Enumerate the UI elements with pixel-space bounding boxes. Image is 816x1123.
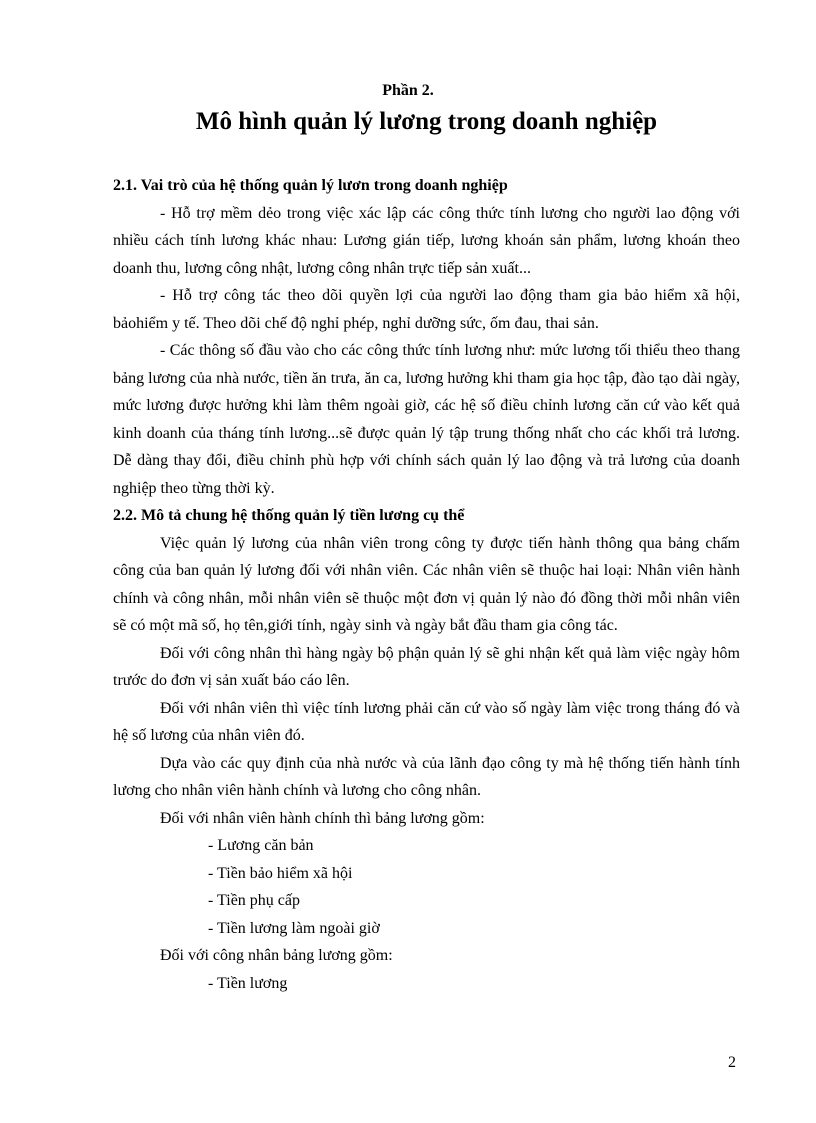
admin-salary-list xyxy=(113,832,740,942)
worker-salary-intro: Đối với công nhân bảng lương gồm: xyxy=(160,947,393,964)
paragraph: - Hỗ trợ công tác theo dõi quyền lợi của người lao động tham gia bảo hiểm xã hội, bảohiểm y tế. Theo dõi chế độ nghỉ phép, nghỉ dưỡng sức, ốm đau, thai sản. xyxy=(113,287,740,332)
admin-salary-intro: Đối với nhân viên hành chính thì bảng lương gồm: xyxy=(160,809,485,827)
list-item: - Tiền lương xyxy=(208,974,288,992)
paragraph: - Hỗ trợ mềm dẻo trong việc xác lập các công thức tính lương cho người lao động với nhiều cách tính lương khác nhau: Lương gián tiếp, lương khoán sản phẩm, lương khoán theo doanh thu, lương công nhật, lương công nhân trực tiếp sản xuất... xyxy=(113,204,740,277)
paragraph: Đối với nhân viên thì việc tính lương phải căn cứ vào số ngày làm việc trong tháng đó và hệ số lương của nhân viên đó. xyxy=(113,699,740,744)
paragraph: Dựa vào các quy định của nhà nước và của lãnh đạo công ty mà hệ thống tiến hành tính lương cho nhân viên hành chính và lương cho công nhân. xyxy=(113,754,740,799)
document-body xyxy=(113,172,740,997)
list-item: - Tiền bảo hiểm xã hội xyxy=(208,864,353,882)
page-title: Mô hình quản lý lương trong doanh nghiệp xyxy=(195,108,658,135)
paragraph: Đối với công nhân thì hàng ngày bộ phận quản lý sẽ ghi nhận kết quả làm việc ngày hôm trước do đơn vị sản xuất báo cáo lên. xyxy=(113,644,740,689)
list-item: - Lương căn bản xyxy=(208,837,314,854)
paragraph: - Các thông số đầu vào cho các công thức tính lương như: mức lương tối thiểu theo thang bảng lương của nhà nước, tiền ăn trưa, ăn ca, lương hưởng khi tham gia học tập, đào tạo dài ngày, mức lương được hưởng khi làm thêm ngoài giờ, các hệ số điều chỉnh lương căn cứ vào kết quả kinh doanh của tháng tính lương...sẽ được quản lý tập trung thống nhất cho các khối trả lương. Dễ dàng thay đổi, điều chỉnh phù hợp với chính sách quản lý lao động và trả lương của doanh nghiệp theo từng thời kỳ. xyxy=(113,342,740,497)
section-heading-2-2: 2.2. Mô tả chung hệ thống quản lý tiền lương cụ thể xyxy=(113,507,465,524)
list-item: - Tiền lương làm ngoài giờ xyxy=(208,919,380,937)
list-item: - Tiền phụ cấp xyxy=(208,892,300,909)
section-heading-2-1: 2.1. Vai trò của hệ thống quản lý lươn trong doanh nghiệp xyxy=(113,177,508,194)
part-label: Phần 2. xyxy=(382,82,434,99)
worker-salary-list xyxy=(113,970,740,998)
page-number: 2 xyxy=(728,1054,736,1071)
paragraph: Việc quản lý lương của nhân viên trong công ty được tiến hành thông qua bảng chấm công của ban quản lý lương đối với nhân viên. Các nhân viên sẽ thuộc hai loại: Nhân viên hành chính và công nhân, mỗi nhân viên sẽ thuộc một đơn vị quản lý nào đó đồng thời mỗi nhân viên sẽ có một mã số, họ tên,giới tính, ngày sinh và ngày bắt đầu tham gia công tác. xyxy=(113,534,740,634)
